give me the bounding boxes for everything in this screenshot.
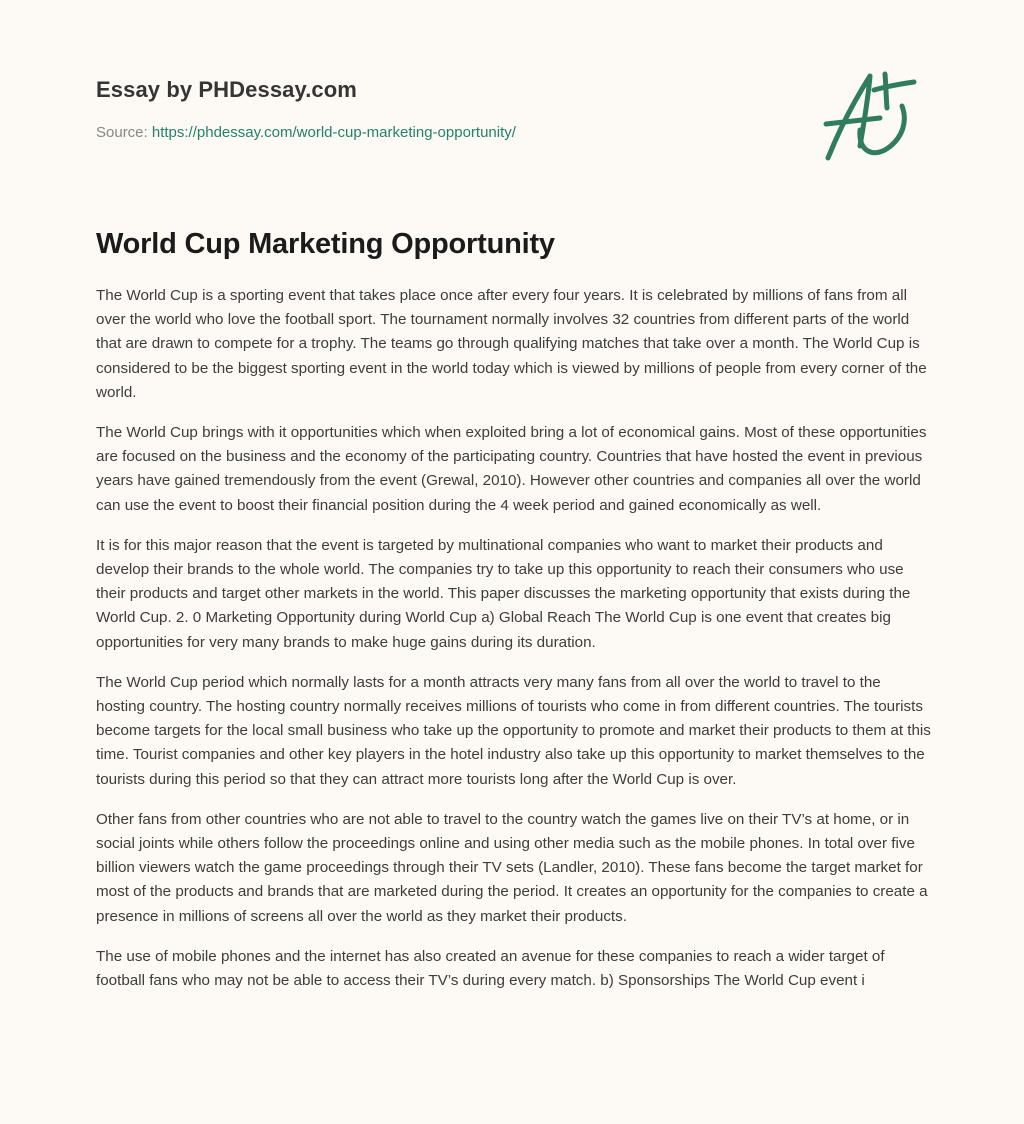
essay-header — [96, 74, 796, 143]
source-label: Source: — [96, 124, 148, 141]
brand-title: Essay by PHDessay.com — [96, 77, 357, 102]
essay-paragraph: Other fans from other countries who are not able to travel to the country watch the games live on their TV’s at home, or in social joints while others follow the proceedings online and using other media such as the mobile phones. In total over five billion viewers watch the game proceedings through their TV sets (Landler, 2010). These fans become the target market for most of the products and brands that are marketed during the period. It creates an opportunity for the companies to create a presence in millions of screens all over the world as they market their products. — [96, 810, 928, 925]
essay-paragraph: The World Cup period which normally lasts for a month attracts very many fans from all over the world to travel to the hosting country. The hosting country normally receives millions of tourists who come in from different countries. The tourists become targets for the local small business who take up the opportunity to promote and market their products to them at this time. Tourist companies and other key players in the hotel industry also take up this opportunity to market themselves to the tourists during this period so that they can attract more tourists long after the World Cup is over. — [96, 673, 931, 788]
essay-title: World Cup Marketing Opportunity — [96, 228, 555, 260]
essay-paragraph: It is for this major reason that the event is targeted by multinational companies who want to market their products and develop their brands to the whole world. The companies try to take up this opportunity to reach their consumers who use their products and target other markets in the world. This paper discusses the marketing opportunity that exists during the World Cup. 2. 0 Marketing Opportunity during World Cup a) Global Reach The World Cup is one event that creates big opportunities for very many brands to make huge gains during its duration. — [96, 536, 911, 651]
essay-paragraph: The World Cup brings with it opportunities which when exploited bring a lot of economical gains. Most of these opportunities are focused on the business and the economy of the participating country. Countries that have hosted the event in previous years have gained tremendously from the event (Grewal, 2010). However other countries and companies all over the world can use the event to boost their financial position during the 4 week period and gained economically as well. — [96, 424, 927, 514]
source-link[interactable]: https://phdessay.com/world-cup-marketing-opportunity/ — [151, 124, 516, 141]
source-line — [96, 123, 796, 143]
essay-paragraph: The World Cup is a sporting event that takes place once after every four years. It is celebrated by millions of fans from all over the world who love the football sport. The tournament normally involves 32 countries from different parts of the world that are drawn to compete for a trophy. The teams go through qualifying matches that take over a month. The World Cup is considered to be the biggest sporting event in the world today which is viewed by millions of people from every corner of the world. — [96, 287, 927, 401]
essay-paragraph: The use of mobile phones and the internet has also created an avenue for these companies to reach a wider target of football fans who may not be able to access their TV’s during every match. b) Sponsorships The World Cup event i — [96, 947, 885, 990]
a-plus-grade-icon — [818, 64, 930, 168]
essay-body — [96, 284, 932, 1009]
